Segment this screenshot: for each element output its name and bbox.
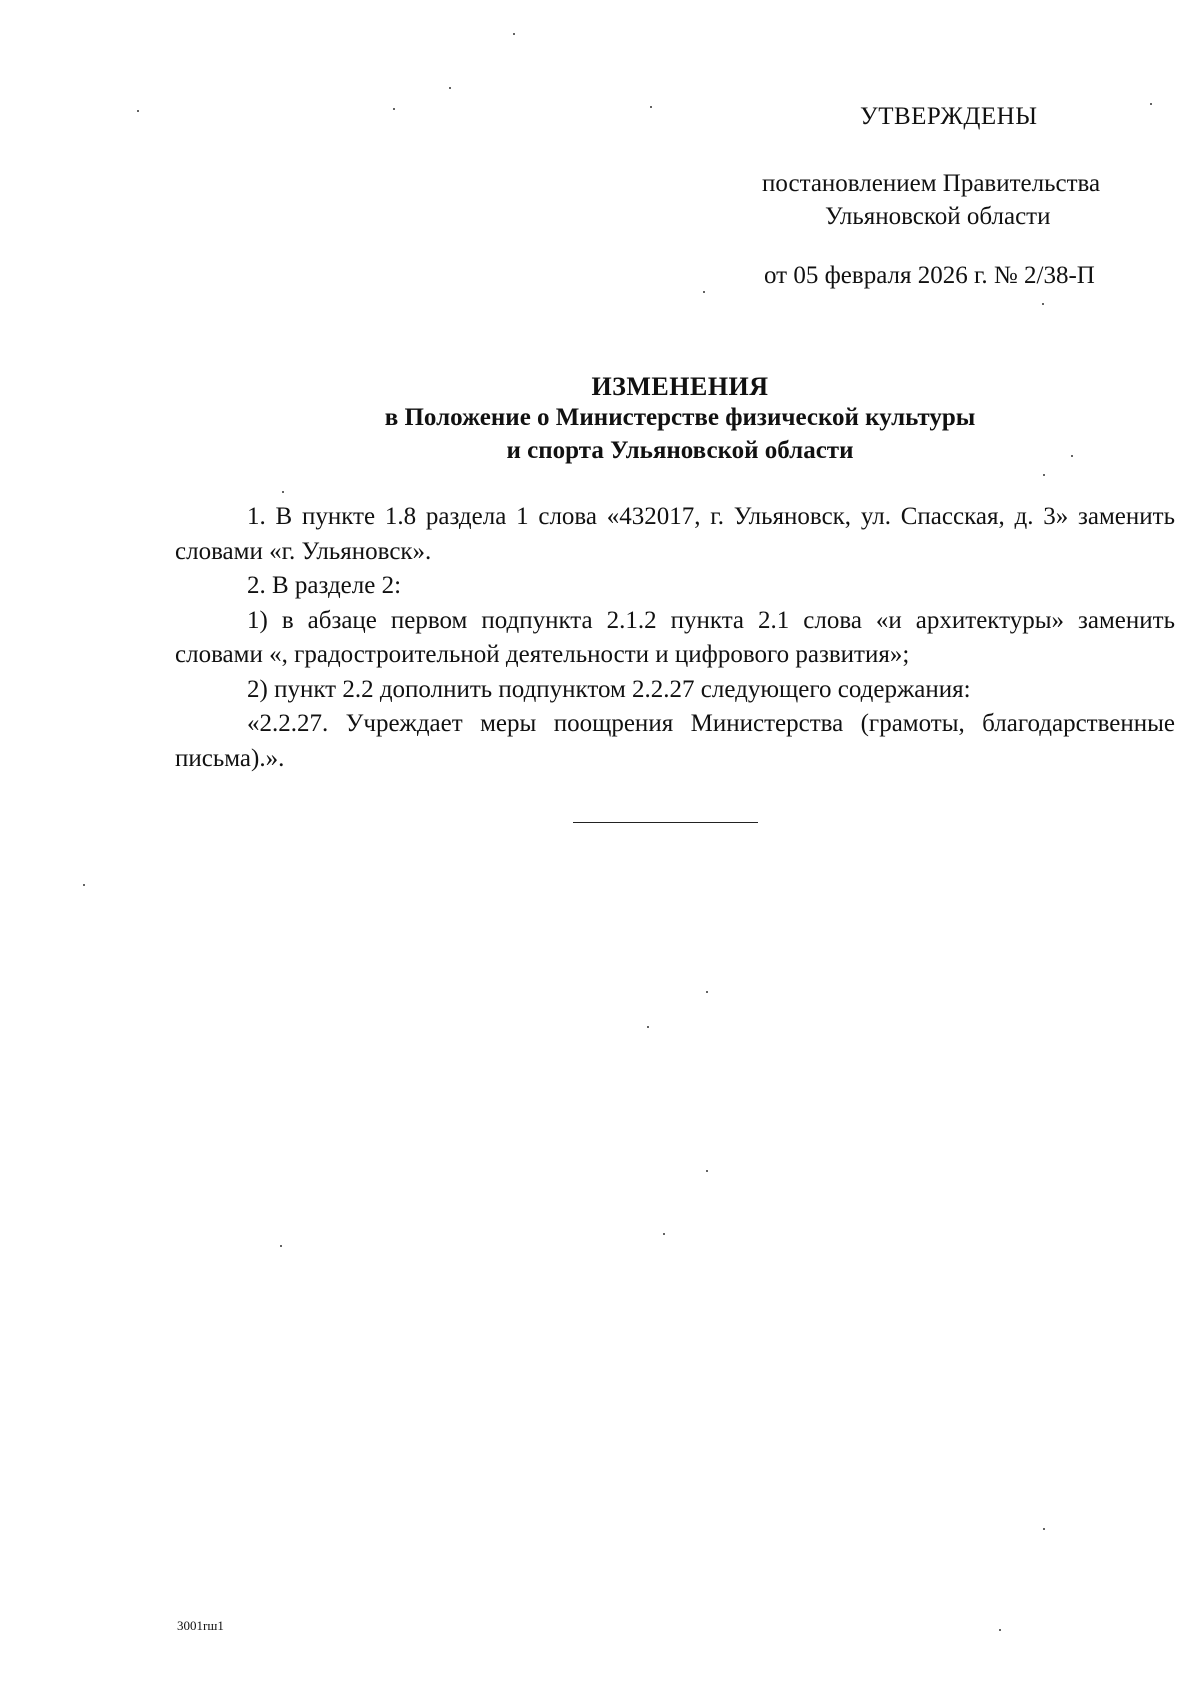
scan-speck — [663, 1233, 665, 1235]
approval-line-region: Ульяновской области — [825, 203, 1051, 230]
footer-document-code: 3001rш1 — [177, 1618, 224, 1633]
paragraph-subitem-1: 1) в абзаце первом подпункта 2.1.2 пункта 2.1 слова «и архитектуры» заменить словами «, градостроительной деятельности и цифрового развития»; — [175, 606, 1175, 668]
scan-speck — [647, 1026, 649, 1028]
paragraph-new-subpoint: «2.2.27. Учреждает меры поощрения Министерства (грамоты, благодарственные письма).». — [175, 710, 1175, 772]
scan-speck — [650, 106, 652, 108]
scan-speck — [1071, 455, 1073, 457]
paragraph-item-1: 1. В пункте 1.8 раздела 1 слова «432017, г. Ульяновск, ул. Спасская, д. 3» заменить словами «г. Ульяновск». — [175, 503, 1175, 565]
scan-speck — [703, 291, 705, 293]
scan-speck — [1043, 1528, 1045, 1530]
scan-speck — [1043, 474, 1045, 476]
scan-speck — [706, 991, 708, 993]
approval-stamp-title: УТВЕРЖДЕНЫ — [860, 103, 1038, 130]
scan-speck — [280, 1245, 282, 1247]
document-body — [175, 500, 1175, 776]
end-separator-line — [573, 822, 758, 823]
scan-speck — [282, 491, 284, 493]
approval-line-date-number: от 05 февраля 2026 г. № 2/38-П — [764, 262, 1095, 289]
paragraph-subitem-2: 2) пункт 2.2 дополнить подпунктом 2.2.27 следующего содержания: — [247, 675, 971, 703]
scan-speck — [999, 1629, 1001, 1631]
document-subtitle-line-2: и спорта Ульяновской области — [506, 437, 854, 464]
approval-line-decree: постановлением Правительства — [762, 170, 1101, 197]
scan-speck — [137, 110, 139, 112]
scan-speck — [83, 884, 85, 886]
scan-speck — [513, 33, 515, 35]
document-subtitle-line-1: в Положение о Министерстве физической культуры — [384, 404, 976, 431]
scan-speck — [1042, 303, 1044, 305]
scan-speck — [706, 1170, 708, 1172]
scan-speck — [393, 108, 395, 110]
document-title: ИЗМЕНЕНИЯ — [591, 372, 769, 401]
paragraph-item-2: 2. В разделе 2: — [247, 572, 402, 599]
scan-speck — [1150, 103, 1152, 105]
scan-speck — [449, 87, 451, 89]
